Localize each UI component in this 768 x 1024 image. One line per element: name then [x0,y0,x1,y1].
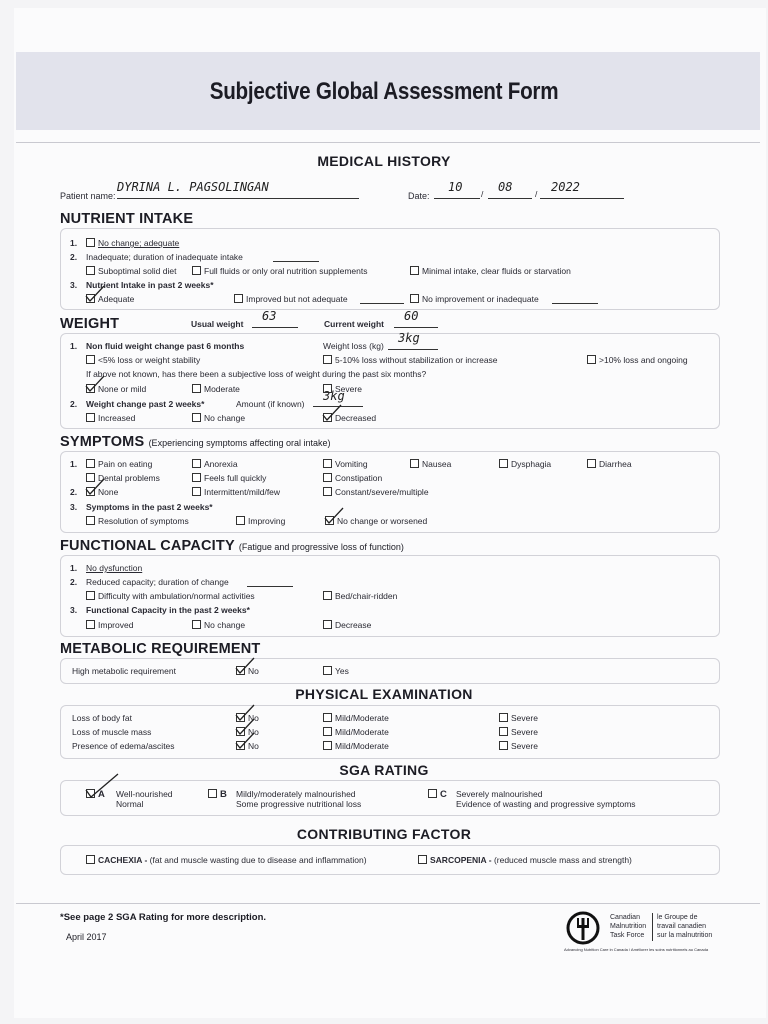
divider [16,903,760,904]
weight-heading: WEIGHT [60,316,120,332]
sga-b-text1: Mildly/moderately malnourished [236,789,356,799]
w-none-mild[interactable]: None or mild [86,384,146,394]
sga-a-text2: Normal [116,799,144,809]
metabolic-no[interactable]: No [236,666,259,676]
weight-unknown-question: If above not known, has there been a subjective loss of weight during the past six months? [86,369,427,379]
current-weight-value[interactable]: 60 [404,309,419,323]
fc-difficulty[interactable]: Difficulty with ambulation/normal activities [86,591,255,601]
amount-value[interactable]: 3kg [323,389,345,403]
s-no-change[interactable]: No change or worsened [325,516,427,526]
pe-muscle-severe[interactable]: Severe [499,727,538,737]
check-mark-icon [84,772,120,800]
form-title: Subjective Global Assessment Form [209,78,559,105]
date-day[interactable]: 10 [448,180,463,194]
symptoms-heading: SYMPTOMS (Experiencing symptoms affecting oral intake) [60,434,331,450]
pe-muscle-no[interactable]: No [236,727,259,737]
logo-tagline: Advancing Nutrition Care in Canada / Améliorer les soins nutritionnels au Canada [564,947,709,952]
pe-edema-no[interactable]: No [236,741,259,751]
pe-edema-mild[interactable]: Mild/Moderate [323,741,389,751]
s-resolution[interactable]: Resolution of symptoms [86,516,189,526]
footer-note: *See page 2 SGA Rating for more description. [60,912,267,923]
s-constipation[interactable]: Constipation [323,473,382,483]
w-no-change[interactable]: No change [192,413,245,423]
check-mark-icon [234,656,256,676]
sga-c[interactable]: C [428,789,447,800]
duration-line [247,586,293,587]
pe-muscle-mass: Loss of muscle mass [72,727,152,737]
ni-adequate[interactable]: Adequate [86,294,134,304]
pe-edema: Presence of edema/ascites [72,741,175,751]
check-mark-icon [234,731,256,751]
check-mark-icon [323,506,345,526]
current-weight-label: Current weight [324,319,384,329]
metabolic-yes[interactable]: Yes [323,666,349,676]
w-5-10[interactable]: 5-10% loss without stabilization or increase [323,355,498,365]
contributing-heading: CONTRIBUTING FACTOR [296,826,472,842]
blank-line [360,303,404,304]
fc-bed-ridden[interactable]: Bed/chair-ridden [323,591,397,601]
ni-no-improvement[interactable]: No improvement or inadequate [410,294,539,304]
pe-fat-severe[interactable]: Severe [499,713,538,723]
fc-improved[interactable]: Improved [86,620,133,630]
symptoms-2wk-question: Symptoms in the past 2 weeks* [86,502,213,512]
divider [16,142,760,143]
blank-line [552,303,598,304]
ni-past-2-weeks: Nutrient Intake in past 2 weeks* [86,280,214,290]
date-year-line [540,198,624,199]
date-sep: / [535,189,538,199]
item-number: 2. [70,252,78,262]
fc-reduced: Reduced capacity; duration of change [86,577,229,587]
metabolic-heading: METABOLIC REQUIREMENT [60,641,261,657]
s-none[interactable]: None [86,487,118,497]
usual-weight-line [252,327,298,328]
footer-date: April 2017 [66,932,107,942]
s-nausea[interactable]: Nausea [410,459,451,469]
date-day-line [434,198,480,199]
sga-a-text1: Well-nourished [116,789,173,799]
sga-c-text2: Evidence of wasting and progressive symptoms [456,799,636,809]
item-number: 3. [70,605,78,615]
usual-weight-label: Usual weight [191,319,244,329]
fc-no-dysfunction: No dysfunction [86,563,143,573]
ni-inadequate: Inadequate; duration of inadequate intake [86,252,243,262]
item-number: 2. [70,577,78,587]
medical-history-heading: MEDICAL HISTORY [317,153,451,169]
pe-edema-severe[interactable]: Severe [499,741,538,751]
pe-muscle-mild[interactable]: Mild/Moderate [323,727,389,737]
check-mark-icon [84,477,106,497]
s-pain-eating[interactable]: Pain on eating [86,459,152,469]
item-number: 1. [70,238,78,248]
patient-name-line [117,198,359,199]
ni-suboptimal[interactable]: Suboptimal solid diet [86,266,176,276]
functional-2wk-question: Functional Capacity in the past 2 weeks* [86,605,250,615]
s-diarrhea[interactable]: Diarrhea [587,459,632,469]
s-dental[interactable]: Dental problems [86,473,160,483]
s-intermittent[interactable]: Intermittent/mild/few [192,487,280,497]
date-year[interactable]: 2022 [551,180,580,194]
physical-heading: PHYSICAL EXAMINATION [295,686,473,702]
weight-loss-label: Weight loss (kg) [323,341,384,351]
logo-french: le Groupe de travail canadien sur la malnutrition [657,914,713,939]
w-over-10[interactable]: >10% loss and ongoing [587,355,688,365]
sga-c-text1: Severely malnourished [456,789,543,799]
pe-fat-no[interactable]: No [236,713,259,723]
cf-cachexia[interactable]: CACHEXIA - (fat and muscle wasting due to disease and inflammation) [86,855,367,865]
s-improving[interactable]: Improving [236,516,285,526]
sga-a[interactable]: A [86,789,105,800]
date-sep: / [481,189,484,199]
functional-heading: FUNCTIONAL CAPACITY (Fatigue and progressive loss of function) [60,538,404,554]
metabolic-label: High metabolic requirement [72,666,176,676]
w-decreased[interactable]: Decreased [323,413,376,423]
pe-body-fat: Loss of body fat [72,713,133,723]
patient-name-label: Patient name: [60,191,116,201]
ni-no-change[interactable]: No change; adequate [86,238,179,248]
check-mark-icon [84,374,106,394]
weight-loss-line [388,349,438,350]
s-feels-full[interactable]: Feels full quickly [192,473,266,483]
sga-b-text2: Some progressive nutritional loss [236,799,362,809]
cf-sarcopenia[interactable]: SARCOPENIA - (reduced muscle mass and strength) [418,855,632,865]
item-number: 3. [70,280,78,290]
weight-6mo-question: Non fluid weight change past 6 months [86,341,245,351]
item-number: 2. [70,487,78,497]
s-vomiting[interactable]: Vomiting [323,459,368,469]
sga-b[interactable]: B [208,789,227,800]
weight-loss-value[interactable]: 3kg [398,331,420,345]
current-weight-line [394,327,438,328]
item-number: 1. [70,563,78,573]
ni-improved[interactable]: Improved but not adequate [234,294,348,304]
nutrient-intake-heading: NUTRIENT INTAKE [60,211,194,227]
functional-subheading: (Fatigue and progressive loss of function) [238,542,404,552]
item-number: 2. [70,399,78,409]
symptoms-subheading: (Experiencing symptoms affecting oral intake) [148,438,331,448]
pe-fat-mild[interactable]: Mild/Moderate [323,713,389,723]
weight-2wk-question: Weight change past 2 weeks* [86,399,205,409]
item-number: 1. [70,459,78,469]
amount-label: Amount (if known) [236,399,305,409]
logo-divider [652,913,653,941]
check-mark-icon [321,403,343,423]
duration-line [273,261,319,262]
sga-heading: SGA RATING [339,762,429,778]
item-number: 3. [70,502,78,512]
fork-logo-icon [566,910,600,946]
ni-full-fluids[interactable]: Full fluids or only oral nutrition supplements [192,266,367,276]
usual-weight-value[interactable]: 63 [262,309,277,323]
date-label: Date: [408,191,430,201]
date-month-line [488,198,532,199]
s-dysphagia[interactable]: Dysphagia [499,459,551,469]
w-less-5[interactable]: <5% loss or weight stability [86,355,200,365]
s-anorexia[interactable]: Anorexia [192,459,238,469]
logo-english: Canadian Malnutrition Task Force [610,914,647,939]
fc-no-change[interactable]: No change [192,620,245,630]
w-moderate[interactable]: Moderate [192,384,240,394]
date-month[interactable]: 08 [498,180,513,194]
w-severe[interactable]: Severe [323,384,362,394]
s-constant[interactable]: Constant/severe/multiple [323,487,429,497]
fc-decrease[interactable]: Decrease [323,620,371,630]
ni-minimal-intake[interactable]: Minimal intake, clear fluids or starvation [410,266,571,276]
check-mark-icon [84,284,106,304]
w-increased[interactable]: Increased [86,413,135,423]
item-number: 1. [70,341,78,351]
patient-name-value[interactable]: DYRINA L. PAGSOLINGAN [117,180,269,194]
